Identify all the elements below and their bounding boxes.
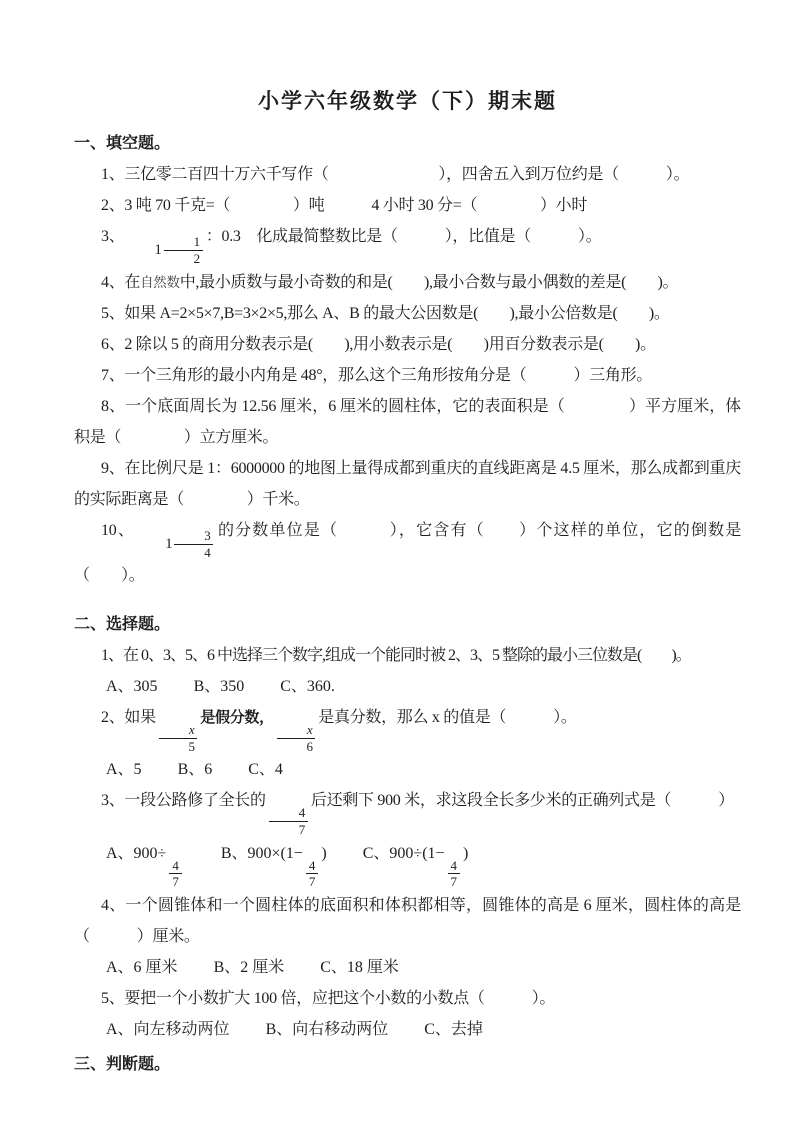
fraction [277,722,315,754]
fraction [174,528,213,560]
option [424,1021,483,1038]
fraction [159,722,197,754]
bold-segment: 是假分数， [200,709,274,727]
section-heading: 一、填空题。 [74,135,171,152]
text-segment: 3、 [101,228,125,245]
section-1 [74,128,741,591]
text-segment: B、900×(1− [220,844,303,862]
text-segment: 7、一个三角形的最小内角是 48°，那么这个三角形按角分是（ ）三角形。 [101,366,652,384]
text-segment: ) [321,844,327,862]
fraction-denominator: 7 [298,821,305,837]
mixed-number [127,234,203,266]
option [106,1021,230,1038]
question-text [74,983,741,1014]
option [194,678,245,695]
text-segment: 后还剩下 900 米，求这段全长多少米的正确列式是（ ） [310,792,734,810]
text-segment: B、2 厘米 [213,958,285,976]
option [266,1021,389,1038]
text-segment: 2、如果 [101,709,156,727]
text-segment: A、6 厘米 [106,958,178,976]
fraction-denominator: 7 [308,874,316,890]
options-row [74,754,741,785]
question-text [74,329,741,360]
fraction-denominator: 6 [306,738,313,754]
whole-number: 1 [154,242,162,258]
option [280,678,335,695]
option [106,761,142,778]
text-segment: B、6 [177,761,213,779]
fraction-numerator: 4 [448,858,461,875]
fraction-numerator: 4 [306,858,319,875]
text-segment: A、向左移动两位 [106,1020,230,1038]
text-segment: 5、如果 A=2×5×7,B=3×2×5,那么 A、B 的最大公因数是( ),最小公倍数是( )。 [101,304,670,322]
fraction-numerator: 4 [269,805,308,822]
text-segment: C、360. [280,678,335,696]
text-segment: 4、在 [101,273,141,291]
text-segment: 1、在 0、3、5、6 中选择三个数字,组成一个能同时被 2、3、5 整除的最小三位数是( )。 [101,647,691,665]
question-text [74,190,741,221]
text-segment: 5、要把一个小数扩大 100 倍，应把这个小数的小数点（ ）。 [101,989,556,1007]
fraction [164,234,203,266]
fraction [306,858,319,890]
alt-font-segment: 自然数 [140,274,180,290]
fraction [448,858,461,890]
option [362,844,469,890]
question-text [74,159,741,190]
question-text [74,453,741,515]
text-segment: A、5 [106,761,142,779]
question-text [74,391,741,453]
fraction-numerator: x [159,722,197,739]
fraction-denominator: 2 [193,251,200,266]
text-segment: C、去掉 [424,1020,483,1038]
page-title: 小学六年级数学（下）期末题 [258,89,557,113]
text-segment: C、900÷(1− [362,844,445,862]
mixed-number [138,528,214,560]
fraction-numerator: 1 [164,234,203,251]
options-row [74,838,741,890]
fraction-numerator: 3 [174,528,213,545]
text-segment: 中,最小质数与最小奇数的和是( ),最小合数与最小偶数的差是( )。 [179,273,679,291]
text-segment: C、4 [248,761,283,779]
text-segment: 的分数单位是（ ），它含有（ ）个这样的单位，它的倒数是（ ）。 [74,521,741,585]
fraction-denominator: 4 [204,544,211,560]
text-segment: B、向右移动两位 [265,1020,389,1038]
question-text [74,360,741,391]
text-segment: 2、3 吨 70 千克=（ ）吨 4 小时 30 分=（ ）小时 [101,197,588,214]
options-row [74,671,741,702]
option [248,761,283,778]
text-segment: 1、三亿零二百四十万六千写作（ ），四舍五入到万位约是（ ）。 [101,166,690,183]
option [178,761,213,778]
fraction [169,858,182,890]
text-segment: 4、一个圆锥体和一个圆柱体的底面积和体积都相等，圆锥体的高是 6 厘米，圆柱体的高是（ ）厘米。 [74,896,741,945]
text-segment: A、900÷ [106,844,167,862]
question-text [74,640,741,671]
text-segment: ) [463,844,469,862]
section-3 [74,1049,741,1080]
question-text [74,267,741,298]
text-segment: B、350 [193,678,245,696]
question-text [74,298,741,329]
section-heading: 二、选择题。 [74,616,171,634]
option [214,959,285,976]
text-segment: 8、一个底面周长为 12.56 厘米，6 厘米的圆柱体，它的表面积是（ ）平方厘米，体积是（ ）立方厘米。 [74,397,741,446]
option [106,959,178,976]
options-row [74,952,741,983]
section-heading: 三、判断题。 [74,1055,171,1073]
whole-number: 1 [165,535,173,552]
text-segment: 10、 [101,521,136,539]
text-segment: ：0.3 化成最简整数比是（ ），比值是（ ）。 [205,228,602,245]
question-text [74,785,741,837]
fraction-denominator: 5 [188,738,195,754]
text-segment: 是真分数，那么 x 的值是（ ）。 [318,709,577,727]
text-segment: 3、一段公路修了全长的 [101,792,266,810]
question-text [74,515,741,592]
sections-container [74,128,741,1080]
fraction-numerator: x [277,722,315,739]
fraction-denominator: 7 [450,874,458,890]
text-segment: 6、2 除以 5 的商用分数表示是( ),用小数表示是( )用百分数表示是( )。 [101,335,656,353]
fraction-numerator: 4 [169,858,182,875]
question-text [74,702,741,754]
question-text [74,890,741,952]
option [320,959,399,976]
question-text [74,221,741,267]
fraction [269,805,308,837]
fraction-denominator: 7 [172,874,179,890]
options-row [74,1014,741,1045]
text-segment: C、18 厘米 [320,958,399,976]
option [220,844,327,890]
option [106,844,185,890]
option [106,678,158,695]
text-segment: 9、在比例尺是 1：6000000 的地图上量得成都到重庆的直线距离是 4.5 厘米，那么成都到重庆的实际距离是（ ）千米。 [74,459,741,508]
text-segment: A、305 [106,678,158,696]
section-2 [74,609,741,1045]
